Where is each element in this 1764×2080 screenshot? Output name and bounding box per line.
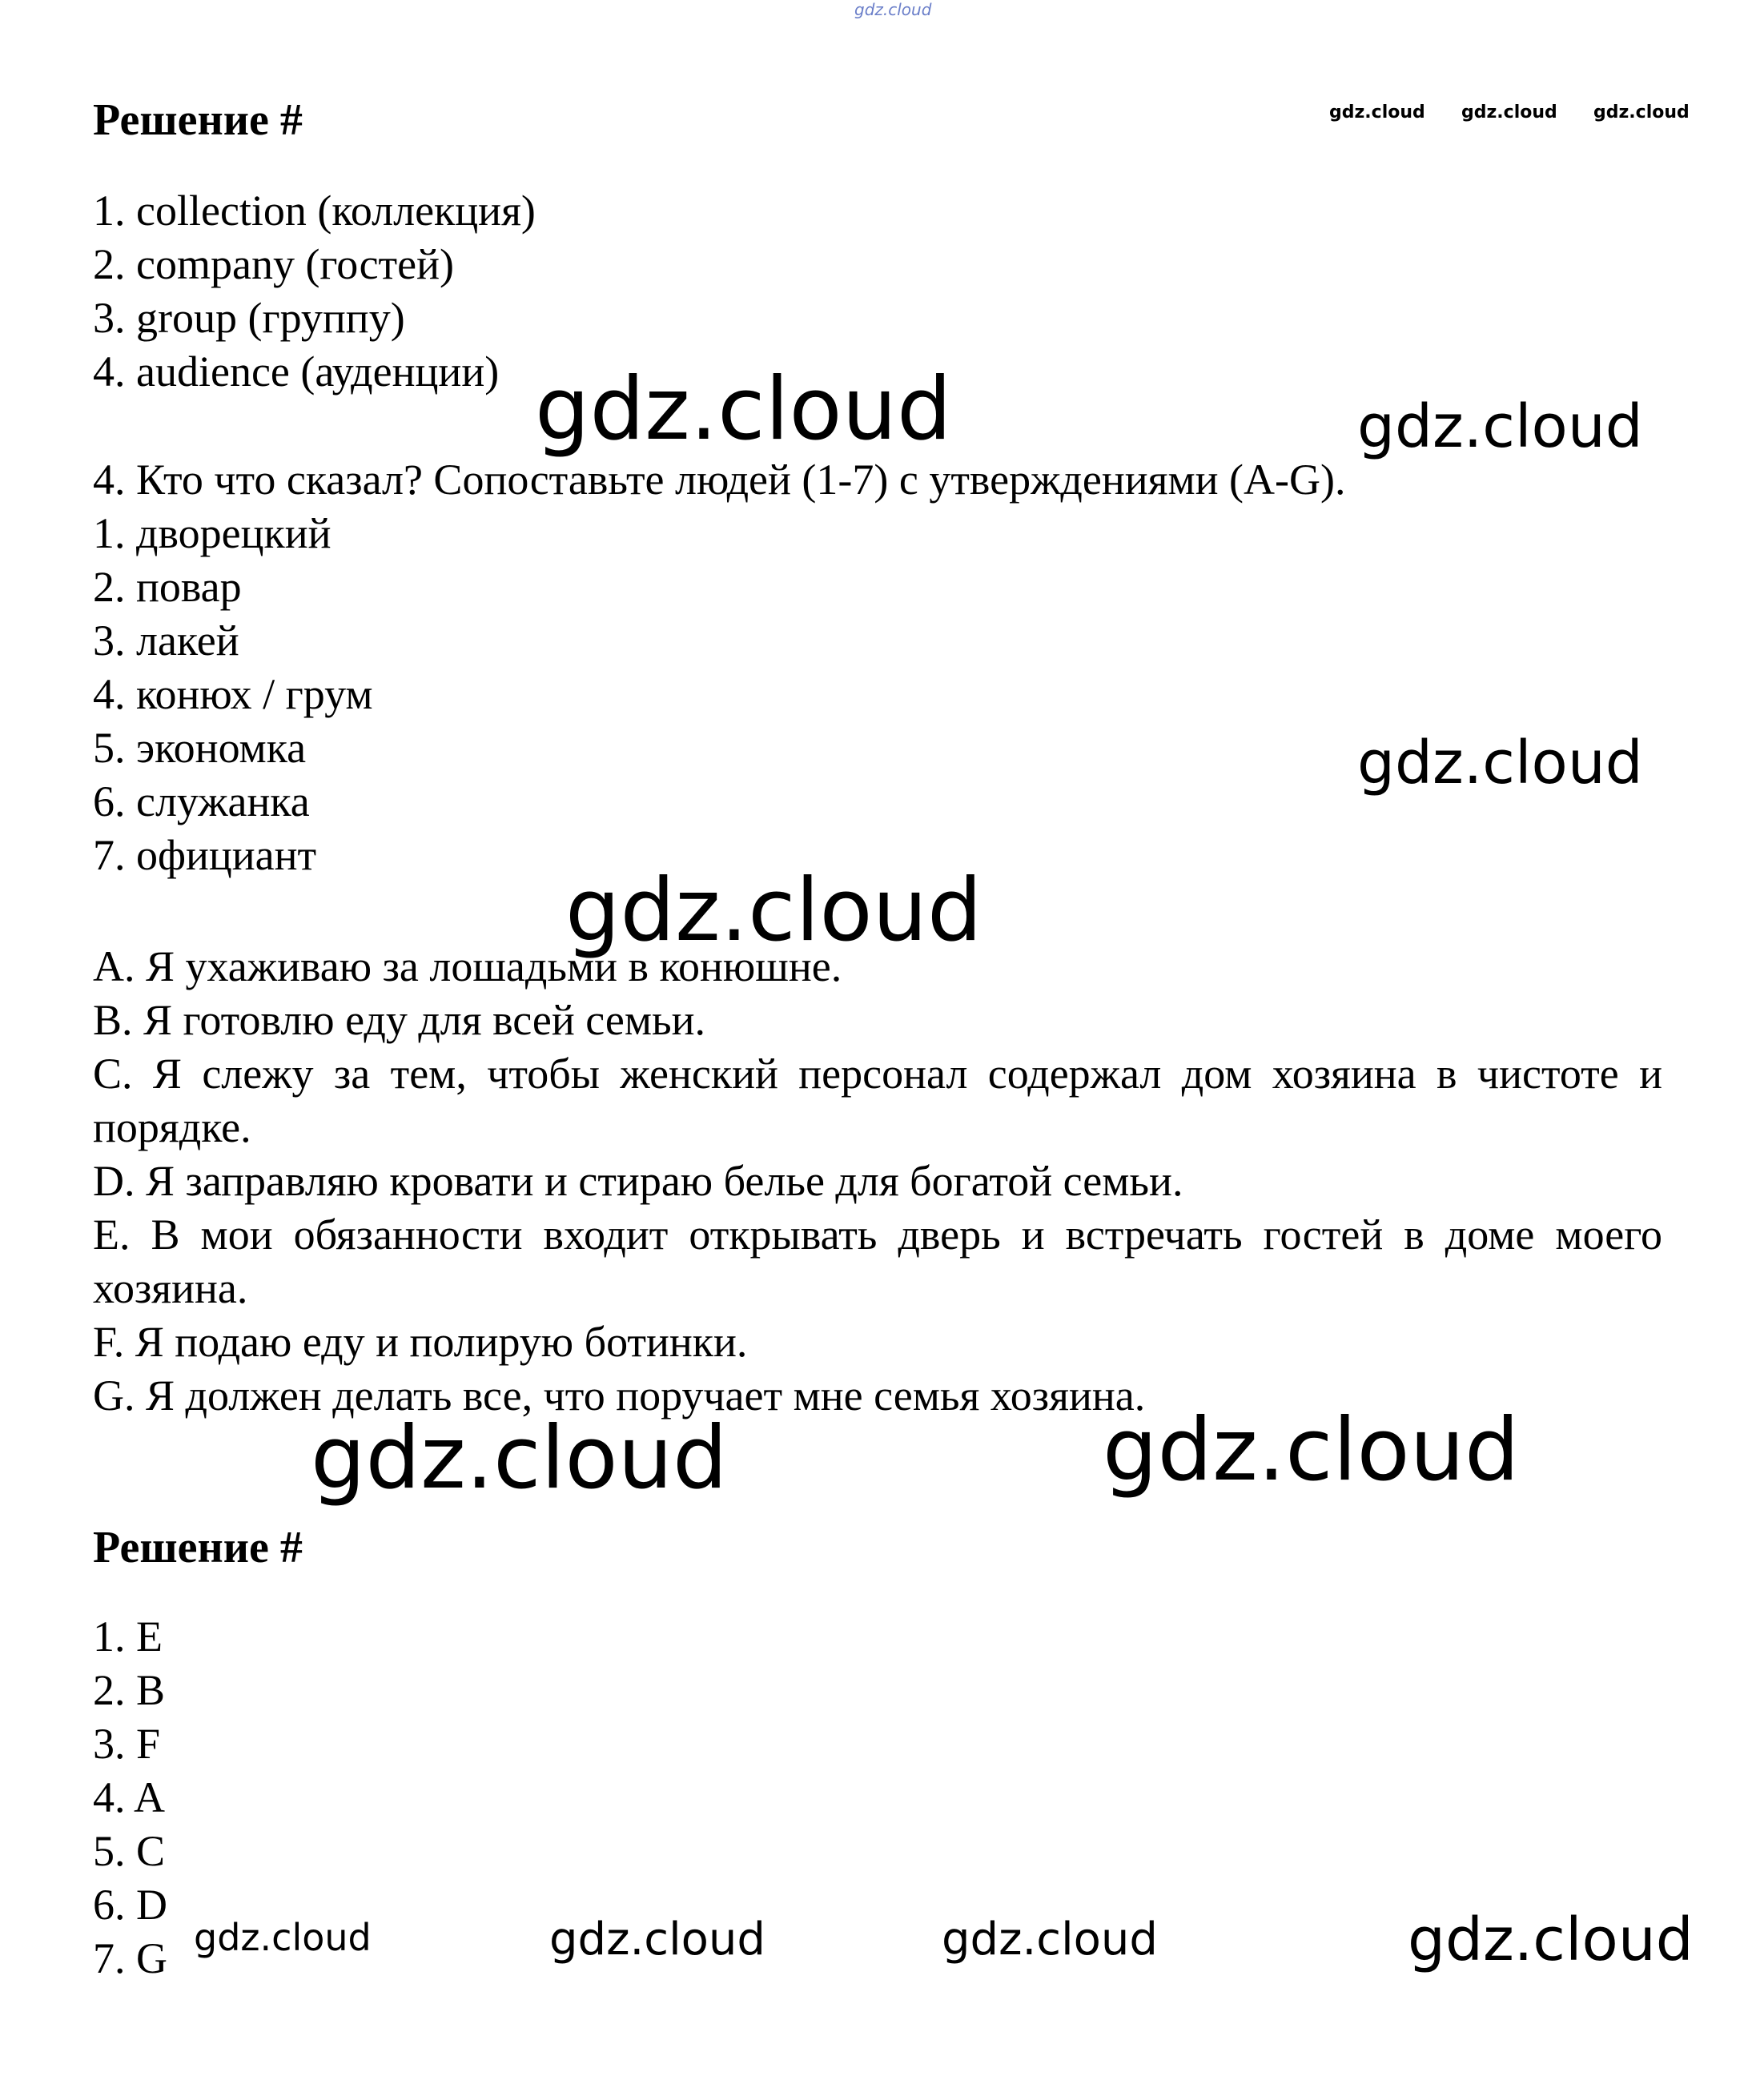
answer-item: 7. G [93, 1934, 167, 1982]
watermark-bottom-3: gdz.cloud [942, 1913, 1158, 1966]
list-item: 3. group (группу) [93, 294, 405, 342]
statement: E. В мои обязанности входит открывать дверь и встречать гостей в доме моего хозяина. [93, 1211, 1662, 1312]
statement: B. Я готовлю еду для всей семьи. [93, 996, 706, 1044]
task-title: 4. Кто что сказал? Сопоставьте людей (1-7) с утверждениями (A-G). [93, 456, 1346, 504]
solution-heading-2: Решение # [93, 1523, 303, 1572]
watermark-small-3: gdz.cloud [1593, 102, 1690, 122]
watermark-large-1: gdz.cloud [535, 359, 952, 460]
list-item: 2. company (гостей) [93, 240, 454, 288]
statement: D. Я заправляю кровати и стираю белье для богатой семьи. [93, 1157, 1183, 1205]
list-item: 3. лакей [93, 616, 239, 665]
watermark-large-6: gdz.cloud [1103, 1400, 1520, 1500]
watermark-bottom-2: gdz.cloud [549, 1913, 765, 1966]
watermark-large-5: gdz.cloud [311, 1408, 728, 1508]
answer-item: 5. C [93, 1827, 166, 1875]
answer-item: 2. B [93, 1666, 166, 1714]
list-item: 4. конюх / грум [93, 670, 373, 718]
statement: A. Я ухаживаю за лошадьми в конюшне. [93, 942, 842, 990]
watermark-large-4: gdz.cloud [565, 861, 982, 961]
statements-list [93, 940, 1662, 1423]
task-4 [93, 453, 1662, 882]
watermark-bottom-1: gdz.cloud [194, 1916, 372, 1959]
answer-item: 6. D [93, 1881, 167, 1929]
answer-item: 4. A [93, 1773, 166, 1821]
list-item: 5. экономка [93, 724, 307, 772]
statement: F. Я подаю еду и полирую ботинки. [93, 1318, 748, 1366]
answer-item: 3. F [93, 1720, 161, 1768]
list-item: 2. повар [93, 563, 242, 611]
list-item: 1. дворецкий [93, 509, 332, 557]
statement: C. Я слежу за тем, чтобы женский персонал содержал дом хозяина в чистоте и порядке. [93, 1050, 1662, 1151]
watermark-bottom-4: gdz.cloud [1408, 1905, 1694, 1974]
list-item: 6. служанка [93, 777, 310, 825]
top-watermark: gdz.cloud [854, 0, 932, 19]
answer-item: 1. E [93, 1612, 163, 1660]
matching-answers [93, 1610, 167, 1986]
solution-heading-1: Решение # [93, 95, 303, 145]
list-item: 7. официант [93, 831, 317, 879]
watermark-small-1: gdz.cloud [1329, 102, 1425, 122]
watermark-small-2: gdz.cloud [1461, 102, 1557, 122]
watermark-large-2: gdz.cloud [1357, 392, 1643, 461]
list-item: 4. audience (ауденции) [93, 347, 500, 396]
watermark-large-3: gdz.cloud [1357, 729, 1643, 797]
list-item: 1. collection (коллекция) [93, 187, 536, 235]
statement: G. Я должен делать все, что поручает мне семья хозяина. [93, 1371, 1146, 1419]
